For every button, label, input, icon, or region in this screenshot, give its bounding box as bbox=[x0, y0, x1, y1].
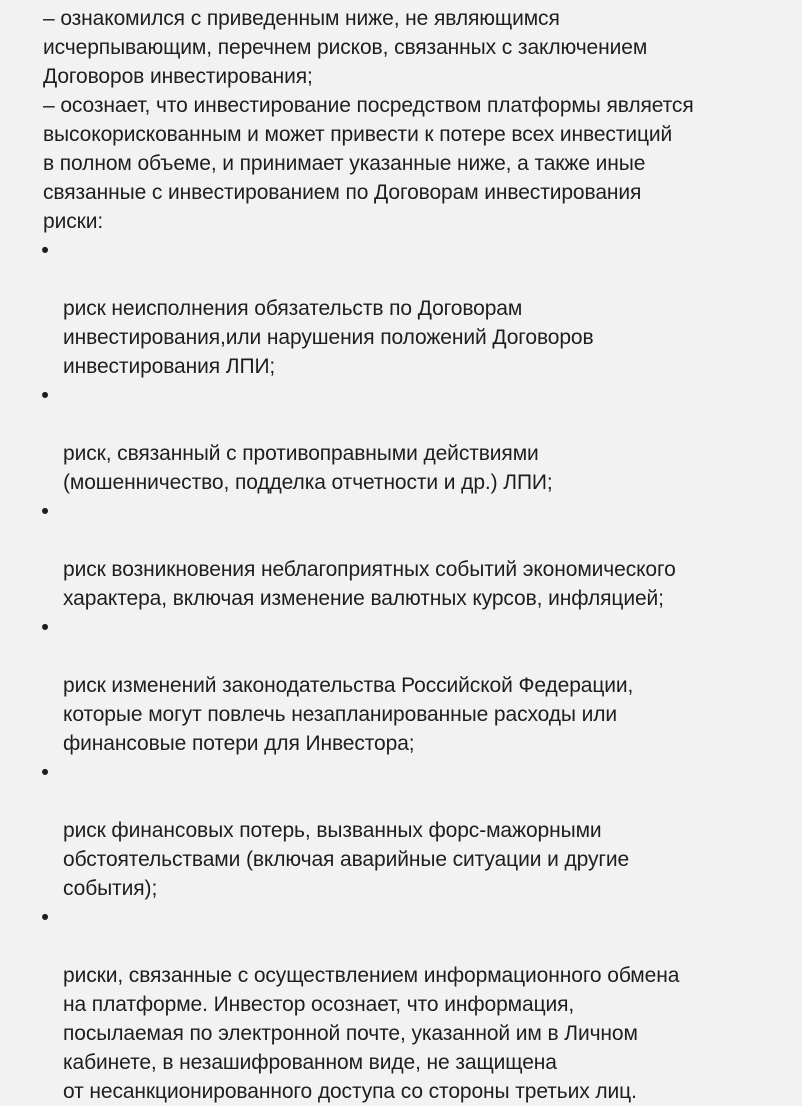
bullet-icon: • bbox=[41, 906, 49, 929]
bullet-icon: • bbox=[41, 761, 49, 784]
list-item bbox=[43, 236, 783, 381]
risk-list bbox=[43, 236, 783, 1106]
risk-text: риск, связанный с противоправными действиями (мошенничество, подделка отчетности и др.) ЛПИ; bbox=[63, 442, 553, 494]
risk-text: риск возникновения неблагоприятных событий экономического характера, включая изменение валютных курсов, инфляцией; bbox=[63, 558, 676, 610]
risk-text: риск неисполнения обязательств по Договорам инвестирования,или нарушения положений Договоров инвестирования ЛПИ; bbox=[63, 297, 594, 378]
list-item bbox=[43, 758, 783, 903]
risk-text: риск изменений законодательства Российской Федерации, которые могут повлечь незапланированные расходы или финансовые потери для Инвестора; bbox=[63, 674, 634, 755]
bullet-icon: • bbox=[41, 500, 49, 523]
bullet-icon: • bbox=[41, 239, 49, 262]
intro-paragraph-accepts-risks: – осознает, что инвестирование посредством платформы является высокорискованным и может привести к потере всех инвестиций в полном объеме, и принимает указанные ниже, а также иные связанные с инвестированием по Договорам инвестирования риски: bbox=[43, 94, 694, 233]
risk-text: риск финансовых потерь, вызванных форс-мажорными обстоятельствами (включая аварийные ситуации и другие события); bbox=[63, 819, 630, 900]
risk-text: риски, связанные с осуществлением информационного обмена на платформе. Инвестор осознает, что информация, посылаемая по электронной почте, указанной им в Личном кабинете, в незашифрованном виде, не защищена от несанкционированного доступа со стороны третьих лиц. bbox=[63, 964, 680, 1103]
bullet-icon: • bbox=[41, 384, 49, 407]
list-item bbox=[43, 903, 783, 1106]
list-item bbox=[43, 381, 783, 497]
bullet-icon: • bbox=[41, 616, 49, 639]
intro-paragraph-acknowledge: – ознакомился с приведенным ниже, не являющимся исчерпывающим, перечнем рисков, связанных с заключением Договоров инвестирования; bbox=[43, 7, 648, 88]
list-item bbox=[43, 613, 783, 758]
list-item bbox=[43, 497, 783, 613]
